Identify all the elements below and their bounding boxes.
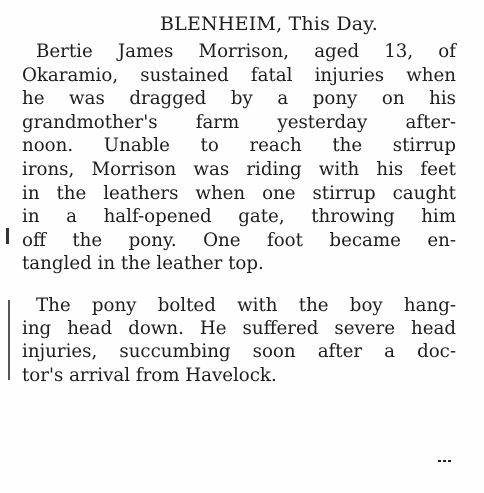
text-line: injuries, succumbing soon after a doc- xyxy=(22,341,456,363)
dateline: BLENHEIM, This Day. xyxy=(160,13,378,35)
text-line: in the leathers when one stirrup caught xyxy=(22,182,456,204)
text-line: off the pony. One foot became en- xyxy=(22,229,456,251)
text-line: grandmother's farm yesterday after- xyxy=(22,111,456,133)
text-line: he was dragged by a pony on his xyxy=(22,88,456,110)
column-rule xyxy=(8,300,10,380)
text-line: Bertie James Morrison, aged 13, of xyxy=(36,41,456,62)
ink-specks xyxy=(438,458,454,464)
article-paragraph-1 xyxy=(22,40,456,276)
article-paragraph-2 xyxy=(22,294,456,387)
text-line: tangled in the leather top. xyxy=(22,253,264,275)
text-line: Okaramio, sustained fatal injuries when xyxy=(22,64,456,86)
scan-mark xyxy=(6,228,9,244)
text-line: ing head down. He suffered severe head xyxy=(22,318,456,340)
text-line: tor's arrival from Havelock. xyxy=(22,364,277,386)
text-line: noon. Unable to reach the stirrup xyxy=(22,135,456,157)
text-line: The pony bolted with the boy hang- xyxy=(36,295,456,316)
text-line: irons, Morrison was riding with his feet xyxy=(22,158,456,180)
text-line: in a half-opened gate, throwing him xyxy=(22,206,456,228)
